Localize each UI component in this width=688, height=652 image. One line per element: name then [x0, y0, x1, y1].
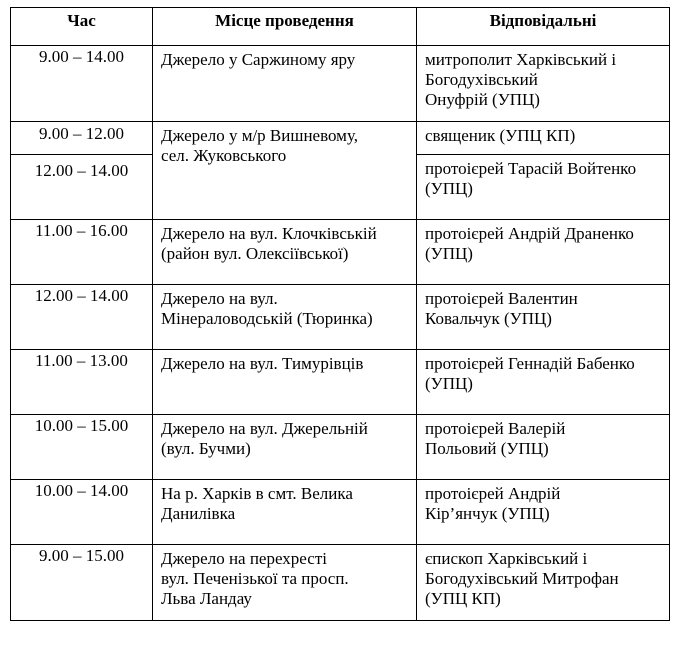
time-cell: 12.00 – 14.00	[11, 285, 153, 350]
time-cell: 10.00 – 15.00	[11, 415, 153, 480]
place-cell: Джерело у м/р Вишневому, сел. Жуковського	[153, 122, 417, 220]
responsible-cell: протоієрей Валентин Ковальчук (УПЦ)	[417, 285, 670, 350]
table-row	[11, 122, 670, 155]
responsible-cell: священик (УПЦ КП)	[417, 122, 670, 155]
place-cell: На р. Харків в смт. Велика Данилівка	[153, 480, 417, 545]
responsible-cell: протоієрей Тарасій Войтенко (УПЦ)	[417, 155, 670, 220]
time-cell: 11.00 – 16.00	[11, 220, 153, 285]
time-cell: 11.00 – 13.00	[11, 350, 153, 415]
place-cell: Джерело на вул. Тимурівців	[153, 350, 417, 415]
header-row	[11, 8, 670, 46]
place-cell: Джерело на вул. Мінераловодській (Тюринка)	[153, 285, 417, 350]
header-place: Місце проведення	[153, 8, 417, 46]
table-row	[11, 220, 670, 285]
responsible-cell: єпископ Харківський і Богодухівський Митрофан (УПЦ КП)	[417, 545, 670, 621]
header-time: Час	[11, 8, 153, 46]
schedule-table	[10, 7, 670, 621]
responsible-cell: протоієрей Андрій Драненко (УПЦ)	[417, 220, 670, 285]
responsible-cell: протоієрей Валерій Польовий (УПЦ)	[417, 415, 670, 480]
responsible-cell: протоієрей Геннадій Бабенко (УПЦ)	[417, 350, 670, 415]
table-row	[11, 350, 670, 415]
responsible-cell: протоієрей Андрій Кір’янчук (УПЦ)	[417, 480, 670, 545]
time-cell: 10.00 – 14.00	[11, 480, 153, 545]
responsible-cell: митрополит Харківський і Богодухівський Онуфрій (УПЦ)	[417, 46, 670, 122]
place-cell: Джерело у Саржиному яру	[153, 46, 417, 122]
table-row	[11, 285, 670, 350]
time-cell: 9.00 – 12.00	[11, 122, 153, 155]
place-cell: Джерело на вул. Клочківській (район вул. Олексіївської)	[153, 220, 417, 285]
table-row	[11, 545, 670, 621]
time-cell: 9.00 – 15.00	[11, 545, 153, 621]
time-cell: 9.00 – 14.00	[11, 46, 153, 122]
table-row	[11, 415, 670, 480]
table-row	[11, 46, 670, 122]
table-row	[11, 480, 670, 545]
place-cell: Джерело на перехресті вул. Печенізької та просп. Льва Ландау	[153, 545, 417, 621]
time-cell: 12.00 – 14.00	[11, 155, 153, 220]
place-cell: Джерело на вул. Джерельній (вул. Бучми)	[153, 415, 417, 480]
header-responsible: Відповідальні	[417, 8, 670, 46]
